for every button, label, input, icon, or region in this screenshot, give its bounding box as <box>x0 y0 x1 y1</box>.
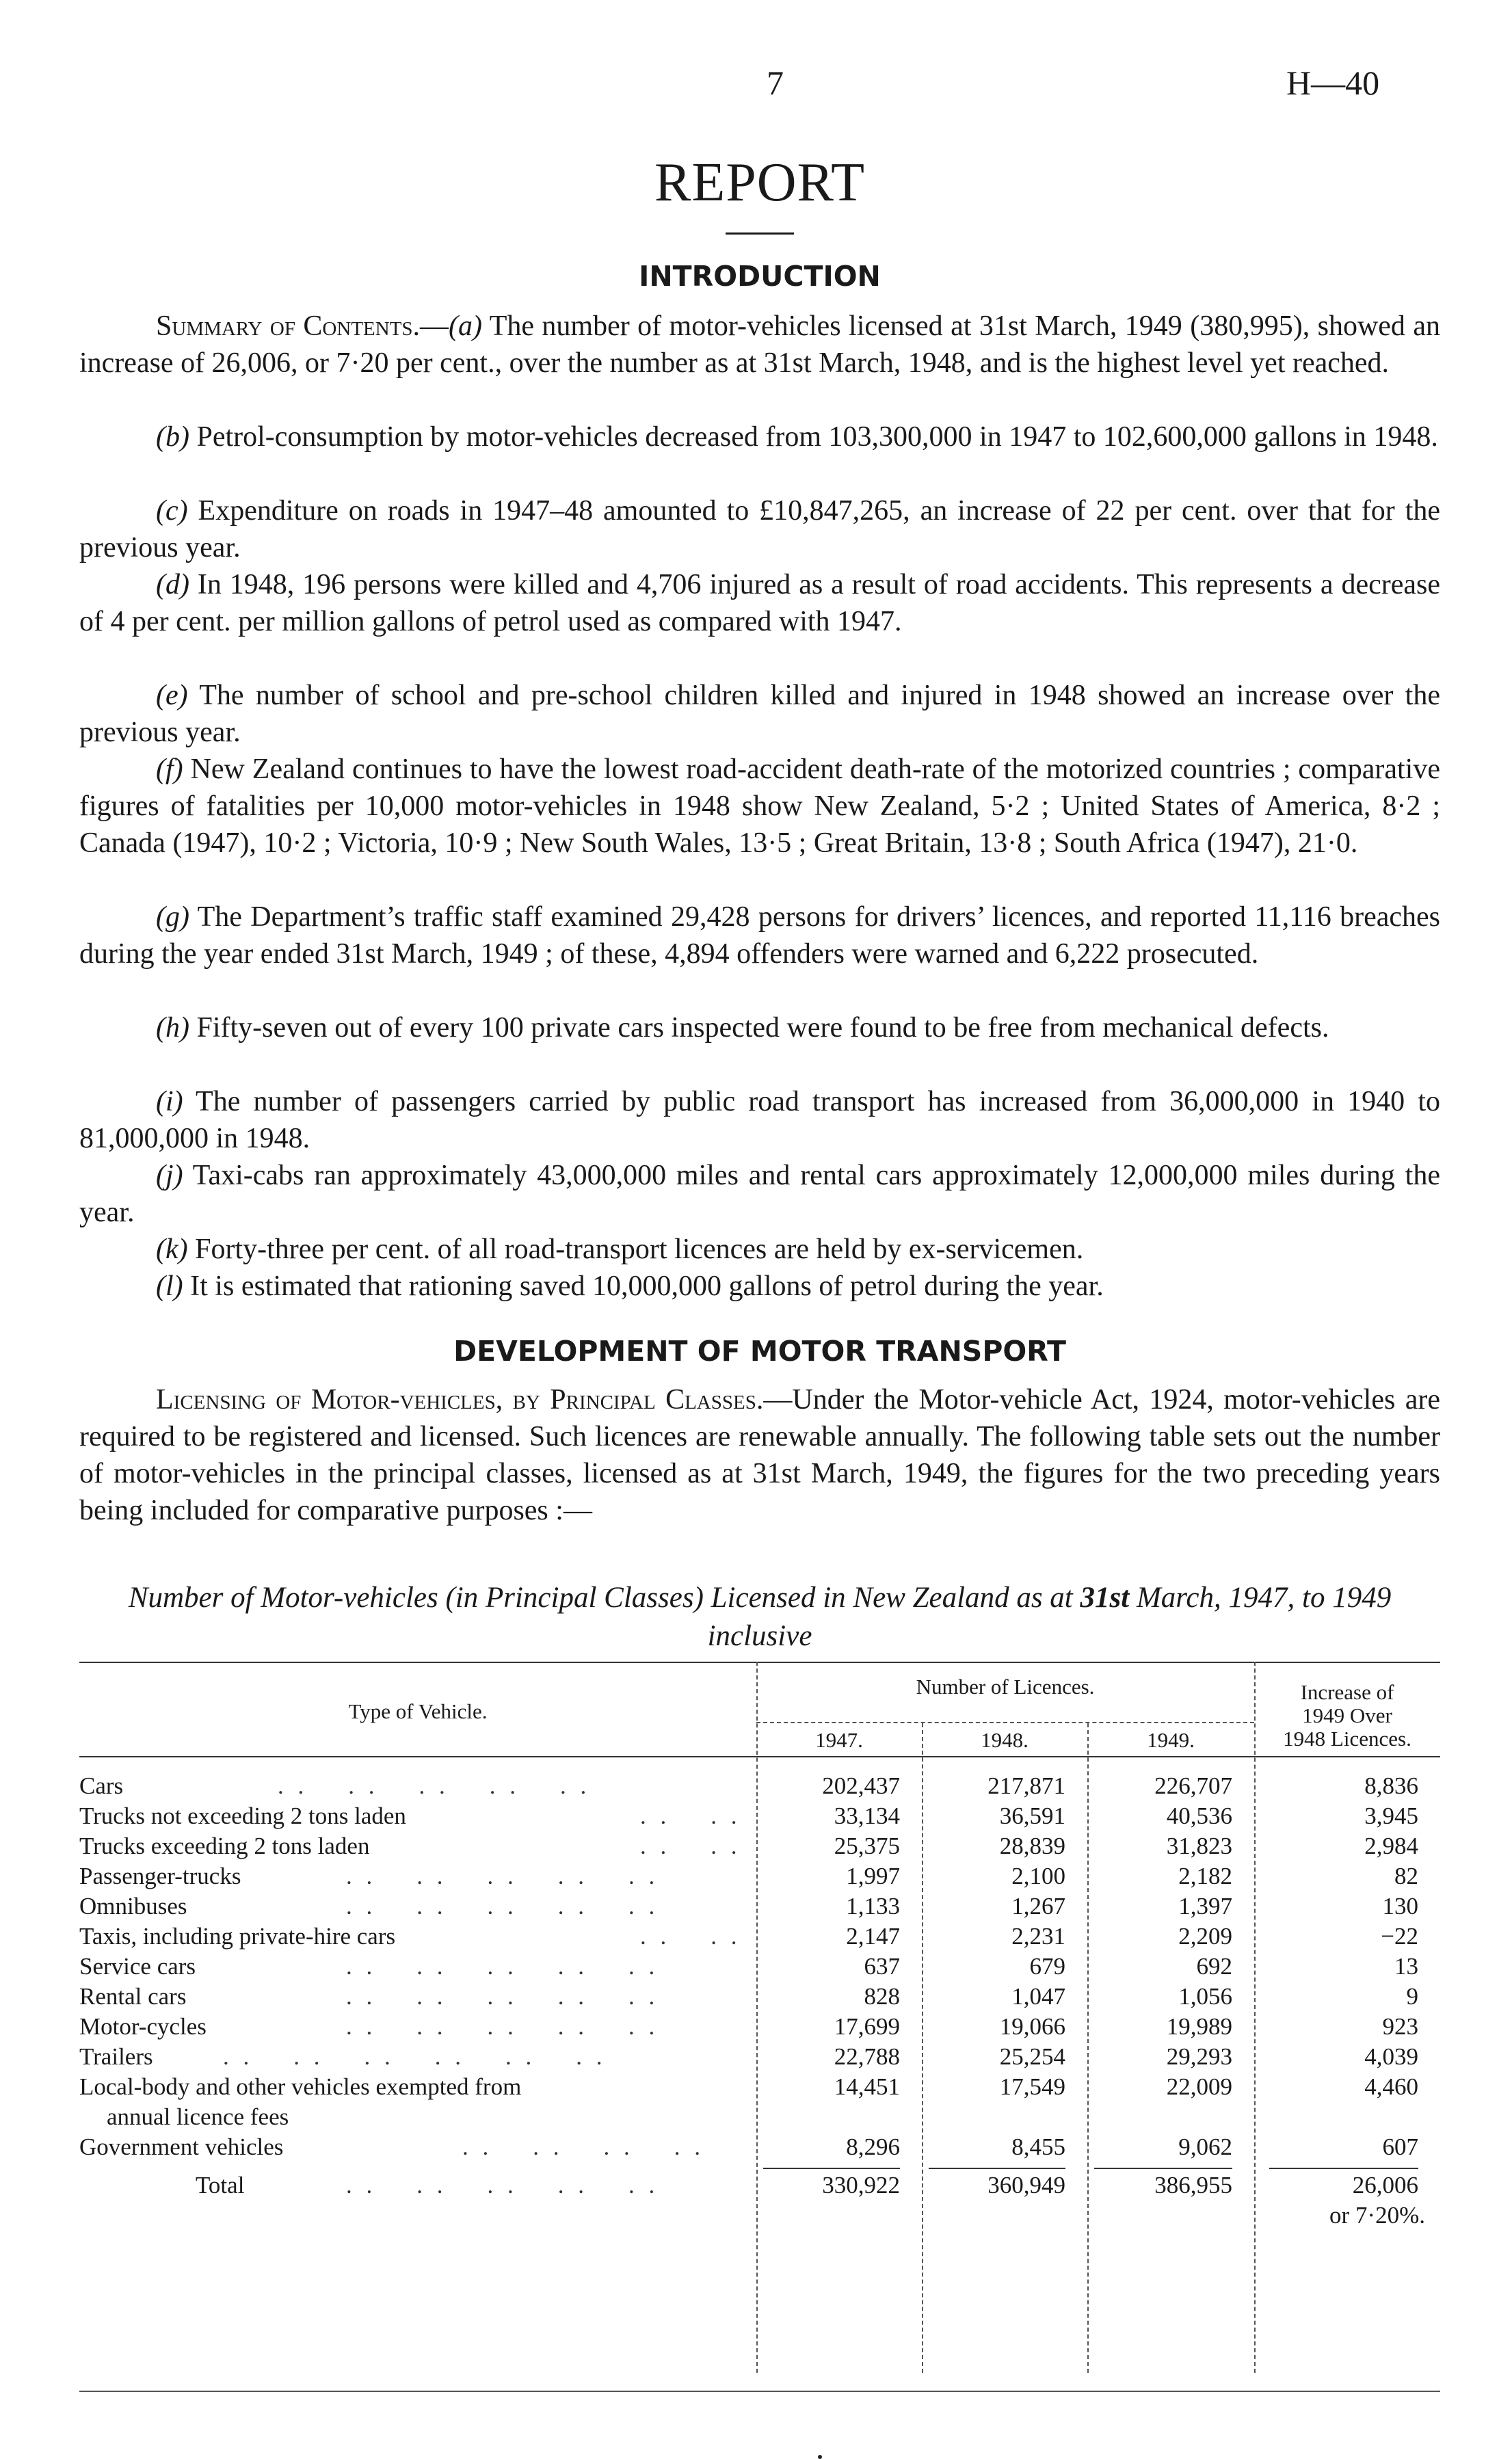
leader: . . <box>576 2043 607 2070</box>
row-label: Rental cars <box>79 1983 187 2010</box>
leader: . . <box>434 2043 465 2070</box>
title-rule <box>726 232 794 235</box>
cell-1947: 1,133 <box>846 1893 900 1919</box>
leader: . . <box>640 1803 671 1829</box>
row-label: Motor-cycles <box>79 2013 207 2040</box>
leader-dots <box>278 1772 590 1800</box>
leader: . . <box>487 1863 518 1889</box>
leader: . . <box>487 2013 518 2040</box>
header-number-of-licences: Number of Licences. <box>916 1675 1095 1699</box>
leader: . . <box>346 1983 377 2010</box>
item-text: The number of passengers carried by public road transport has increased from 36,000,000 in 1940 to 81,000,000 in 1948. <box>79 1086 1440 1154</box>
cell-1949: 31,823 <box>1166 1833 1232 1859</box>
item-text: The number of motor-vehicles licensed at 31st March, 1949 (380,995), showed an increase of 26,006, or 7·20 per cent., over the number as at 31st March, 1948, and is the highest level yet reached. <box>79 310 1440 379</box>
cell-1948: 1,047 <box>1011 1983 1065 2010</box>
header-type-of-vehicle: Type of Vehicle. <box>348 1699 488 1723</box>
item-letter: (b) <box>156 421 189 453</box>
cell-1947: 202,437 <box>822 1772 900 1799</box>
item-letter: (d) <box>156 569 189 600</box>
leader: . . <box>487 1983 518 2010</box>
cell-1947: 637 <box>864 1953 900 1980</box>
total-1948: 360,949 <box>987 2172 1065 2198</box>
item-letter: (l) <box>156 1271 183 1302</box>
cell-1947: 2,147 <box>846 1923 900 1950</box>
leader: . . <box>416 2013 447 2040</box>
cell-1949: 40,536 <box>1166 1803 1232 1829</box>
item-letter: (f) <box>156 754 183 785</box>
leader: . . <box>416 2172 447 2198</box>
item-text: Fifty-seven out of every 100 private cars inspected were found to be free from mechanical defects. <box>189 1012 1329 1044</box>
item-text: The number of school and pre-school children killed and injured in 1948 showed an increase over the previous year. <box>79 680 1440 748</box>
summary-paragraph-g <box>79 899 1440 972</box>
leader: . . <box>557 2013 588 2040</box>
leader: . . <box>223 2043 254 2070</box>
item-text: Petrol-consumption by motor-vehicles decreased from 103,300,000 in 1947 to 102,600,000 gallons in 1948. <box>189 421 1438 453</box>
leader: . . <box>348 1772 379 1799</box>
leader: . . <box>346 1863 377 1889</box>
report-title: REPORT <box>654 152 865 213</box>
leader: . . <box>674 2134 704 2160</box>
item-letter: (g) <box>156 901 189 933</box>
cell-1949: 9,062 <box>1178 2134 1232 2160</box>
leader-dots <box>346 1953 659 1980</box>
total-increase-percent: or 7·20%. <box>1329 2202 1425 2229</box>
cell-1949: 2,182 <box>1178 1863 1232 1889</box>
cell-increase: 82 <box>1394 1863 1418 1889</box>
sum-rule-1948 <box>929 2168 1065 2169</box>
cell-1948: 2,100 <box>1011 1863 1065 1889</box>
licensing-text: —Under the Motor-vehicle Act, 1924, motor-vehicles are required to be registered and licensed. Such licences are renewable annually. The following table sets out the number of motor-vehicles in the principal classes, licensed as at 31st March, 1949, the figures for the two preceding years being included for comparative purposes :— <box>79 1384 1440 1526</box>
leader: . . <box>533 2134 563 2160</box>
row-label: Local-body and other vehicles exempted from <box>79 2073 522 2100</box>
item-letter: (a) <box>449 310 483 342</box>
header-increase-line: 1948 Licences. <box>1283 1727 1411 1751</box>
summary-paragraph-i <box>79 1083 1440 1157</box>
row-label: Government vehicles <box>79 2134 284 2160</box>
leader-dots <box>640 1833 741 1860</box>
leader: . . <box>628 2013 659 2040</box>
group-header-rule <box>756 1722 1254 1724</box>
leader: . . <box>505 2043 536 2070</box>
summary-paragraph-f <box>79 751 1440 862</box>
leader: . . <box>557 1953 588 1980</box>
summary-paragraph-k <box>79 1231 1440 1268</box>
leader-dots <box>223 2043 607 2071</box>
header-1948: 1948. <box>981 1728 1029 1752</box>
leader: . . <box>711 1923 741 1950</box>
leader-dots <box>346 2013 659 2041</box>
summary-label: Summary of Contents. <box>156 310 421 342</box>
cell-increase: 130 <box>1382 1893 1418 1919</box>
introduction-heading: INTRODUCTION <box>639 260 881 293</box>
header-1949: 1949. <box>1147 1728 1195 1752</box>
header-increase-line: Increase of <box>1300 1680 1394 1704</box>
leader: . . <box>628 2172 659 2198</box>
header-increase-line: 1949 Over <box>1302 1703 1392 1727</box>
cell-1947: 1,997 <box>846 1863 900 1889</box>
total-1949: 386,955 <box>1154 2172 1232 2198</box>
cell-1948: 19,066 <box>999 2013 1065 2040</box>
leader: . . <box>416 1863 447 1889</box>
leader: . . <box>419 1772 449 1799</box>
leader: . . <box>364 2043 395 2070</box>
cell-1948: 679 <box>1029 1953 1065 1980</box>
item-text: It is estimated that rationing saved 10,000,000 gallons of petrol during the year. <box>183 1271 1104 1302</box>
licensing-label: Licensing of Motor-vehicles, by Principal Classes. <box>156 1384 764 1415</box>
cell-1949: 1,397 <box>1178 1893 1232 1919</box>
item-text: The Department’s traffic staff examined 29,428 persons for drivers’ licences, and reported 11,116 breaches during the year ended 31st March, 1949 ; of these, 4,894 offenders were warned and 6,222 prosecuted. <box>79 901 1440 970</box>
sum-rule-1947 <box>763 2168 900 2169</box>
item-text: New Zealand continues to have the lowest road-accident death-rate of the motorized countries ; comparative figures of fatalities per 10,000 motor-vehicles in 1948 show New Zealand, 5·2 ; United States of America, 8·2 ; Canada (1947), 10·2 ; Victoria, 10·9 ; New South Wales, 13·5 ; Great Britain, 13·8 ; South Africa (1947), 21·0. <box>79 754 1440 859</box>
leader: . . <box>557 1983 588 2010</box>
licensing-paragraph <box>79 1381 1440 1529</box>
row-label: Cars <box>79 1772 124 1799</box>
cell-increase: 8,836 <box>1364 1772 1418 1799</box>
item-text: In 1948, 196 persons were killed and 4,706 injured as a result of road accidents. This represents a decrease of 4 per cent. per million gallons of petrol used as compared with 1947. <box>79 569 1440 637</box>
leader: . . <box>640 1833 671 1859</box>
summary-paragraph-h <box>79 1009 1440 1046</box>
row-label-continuation: annual licence fees <box>107 2103 289 2130</box>
cell-increase: 4,039 <box>1364 2043 1418 2070</box>
leader: . . <box>557 1863 588 1889</box>
table-header-rule <box>79 1756 1440 1757</box>
cell-increase: 2,984 <box>1364 1833 1418 1859</box>
item-text: Taxi-cabs ran approximately 43,000,000 miles and rental cars approximately 12,000,000 miles during the year. <box>79 1160 1440 1228</box>
summary-paragraph-j <box>79 1157 1440 1231</box>
summary-paragraph-c <box>79 492 1440 566</box>
item-letter: (k) <box>156 1234 188 1265</box>
total-label: Total <box>196 2172 245 2198</box>
item-text: Expenditure on roads in 1947–48 amounted to £10,847,265, an increase of 22 per cent. over that for the previous year. <box>79 495 1440 563</box>
row-label: Omnibuses <box>79 1893 187 1919</box>
page-number: 7 <box>767 64 784 102</box>
cell-1948: 25,254 <box>999 2043 1065 2070</box>
header-increase <box>1254 1681 1440 1751</box>
leader: . . <box>628 1893 659 1919</box>
development-heading: DEVELOPMENT OF MOTOR TRANSPORT <box>453 1335 1066 1368</box>
leader-dots <box>346 1863 659 1890</box>
cell-1948: 28,839 <box>999 1833 1065 1859</box>
summary-paragraph-b <box>79 418 1440 455</box>
leader: . . <box>293 2043 324 2070</box>
cell-1947: 14,451 <box>834 2073 900 2100</box>
header-1947: 1947. <box>815 1728 863 1752</box>
cell-1947: 8,296 <box>846 2134 900 2160</box>
leader: . . <box>487 2172 518 2198</box>
table-caption <box>79 1579 1440 1656</box>
row-label: Service cars <box>79 1953 196 1980</box>
summary-paragraph-e <box>79 677 1440 751</box>
page-mark <box>818 2455 822 2459</box>
leader-dots <box>640 1923 741 1950</box>
row-label: Passenger-trucks <box>79 1863 241 1889</box>
table-top-rule <box>79 1662 1440 1663</box>
row-label: Trailers <box>79 2043 153 2070</box>
leader: . . <box>628 1983 659 2010</box>
leader: . . <box>416 1983 447 2010</box>
leader-dots <box>346 1893 659 1920</box>
cell-increase: −22 <box>1381 1923 1418 1950</box>
item-letter: (h) <box>156 1012 189 1044</box>
leader: . . <box>557 1893 588 1919</box>
leader-dots <box>462 2134 704 2161</box>
cell-1947: 22,788 <box>834 2043 900 2070</box>
cell-1948: 8,455 <box>1011 2134 1065 2160</box>
leader: . . <box>628 1953 659 1980</box>
item-text: Forty-three per cent. of all road-transport licences are held by ex-servicemen. <box>187 1234 1084 1265</box>
cell-1949: 2,209 <box>1178 1923 1232 1950</box>
leader: . . <box>278 1772 308 1799</box>
leader: . . <box>640 1923 671 1950</box>
caption-text: Number of Motor-vehicles (in Principal Classes) Licensed in New Zealand as at <box>128 1582 1080 1614</box>
leader: . . <box>711 1833 741 1859</box>
leader: . . <box>416 1893 447 1919</box>
leader: . . <box>346 1953 377 1980</box>
cell-1948: 17,549 <box>999 2073 1065 2100</box>
summary-paragraph-a: Summary of Contents.—(a) The number of motor-vehicles licensed at 31st March, 1949 (380,995), showed an increase of 26,006, or 7·20 per cent., over the number as at 31st March, 1948, and is the highest level yet reached. <box>79 310 1440 379</box>
cell-1947: 33,134 <box>834 1803 900 1829</box>
cell-1948: 2,231 <box>1011 1923 1065 1950</box>
item-letter: (j) <box>156 1160 183 1191</box>
total-increase: 26,006 <box>1352 2172 1418 2198</box>
cell-1949: 29,293 <box>1166 2043 1232 2070</box>
caption-date: 31st <box>1080 1582 1130 1614</box>
cell-1948: 217,871 <box>987 1772 1065 1799</box>
cell-1949: 22,009 <box>1166 2073 1232 2100</box>
item-letter: (i) <box>156 1086 183 1117</box>
cell-1947: 25,375 <box>834 1833 900 1859</box>
leader-dots <box>346 2172 659 2199</box>
summary-paragraph-d <box>79 566 1440 640</box>
cell-increase: 13 <box>1394 1953 1418 1980</box>
leader: . . <box>489 1772 520 1799</box>
leader: . . <box>603 2134 634 2160</box>
leader: . . <box>346 1893 377 1919</box>
leader: . . <box>557 2172 588 2198</box>
leader: . . <box>628 1863 659 1889</box>
caption-text-end: March, 1947, to 1949 inclusive <box>707 1582 1392 1652</box>
row-label: Trucks not exceeding 2 tons laden <box>79 1803 406 1829</box>
cell-increase: 9 <box>1406 1983 1418 2010</box>
summary-paragraph-l <box>79 1268 1440 1305</box>
leader: . . <box>346 2013 377 2040</box>
leader: . . <box>462 2134 493 2160</box>
cell-1949: 692 <box>1196 1953 1232 1980</box>
table-bottom-rule <box>79 2391 1440 2392</box>
report-reference: H—40 <box>1286 64 1380 102</box>
leader-dots <box>346 1983 659 2010</box>
row-label: Taxis, including private-hire cars <box>79 1923 396 1950</box>
item-letter: (c) <box>156 495 188 527</box>
cell-1949: 1,056 <box>1178 1983 1232 2010</box>
leader: . . <box>487 1893 518 1919</box>
cell-increase: 607 <box>1382 2134 1418 2160</box>
cell-1949: 19,989 <box>1166 2013 1232 2040</box>
leader: . . <box>711 1803 741 1829</box>
leader: . . <box>487 1953 518 1980</box>
row-label: Trucks exceeding 2 tons laden <box>79 1833 370 1859</box>
cell-1948: 1,267 <box>1011 1893 1065 1919</box>
leader-dots <box>640 1803 741 1830</box>
sum-rule-increase <box>1269 2168 1418 2169</box>
cell-1947: 17,699 <box>834 2013 900 2040</box>
cell-increase: 923 <box>1382 2013 1418 2040</box>
cell-increase: 3,945 <box>1364 1803 1418 1829</box>
total-1947: 330,922 <box>822 2172 900 2198</box>
cell-1948: 36,591 <box>999 1803 1065 1829</box>
cell-1947: 828 <box>864 1983 900 2010</box>
leader: . . <box>560 1772 591 1799</box>
cell-1949: 226,707 <box>1154 1772 1232 1799</box>
sum-rule-1949 <box>1094 2168 1232 2169</box>
item-letter: (e) <box>156 680 188 711</box>
leader: . . <box>416 1953 447 1980</box>
leader: . . <box>346 2172 377 2198</box>
cell-increase: 4,460 <box>1364 2073 1418 2100</box>
